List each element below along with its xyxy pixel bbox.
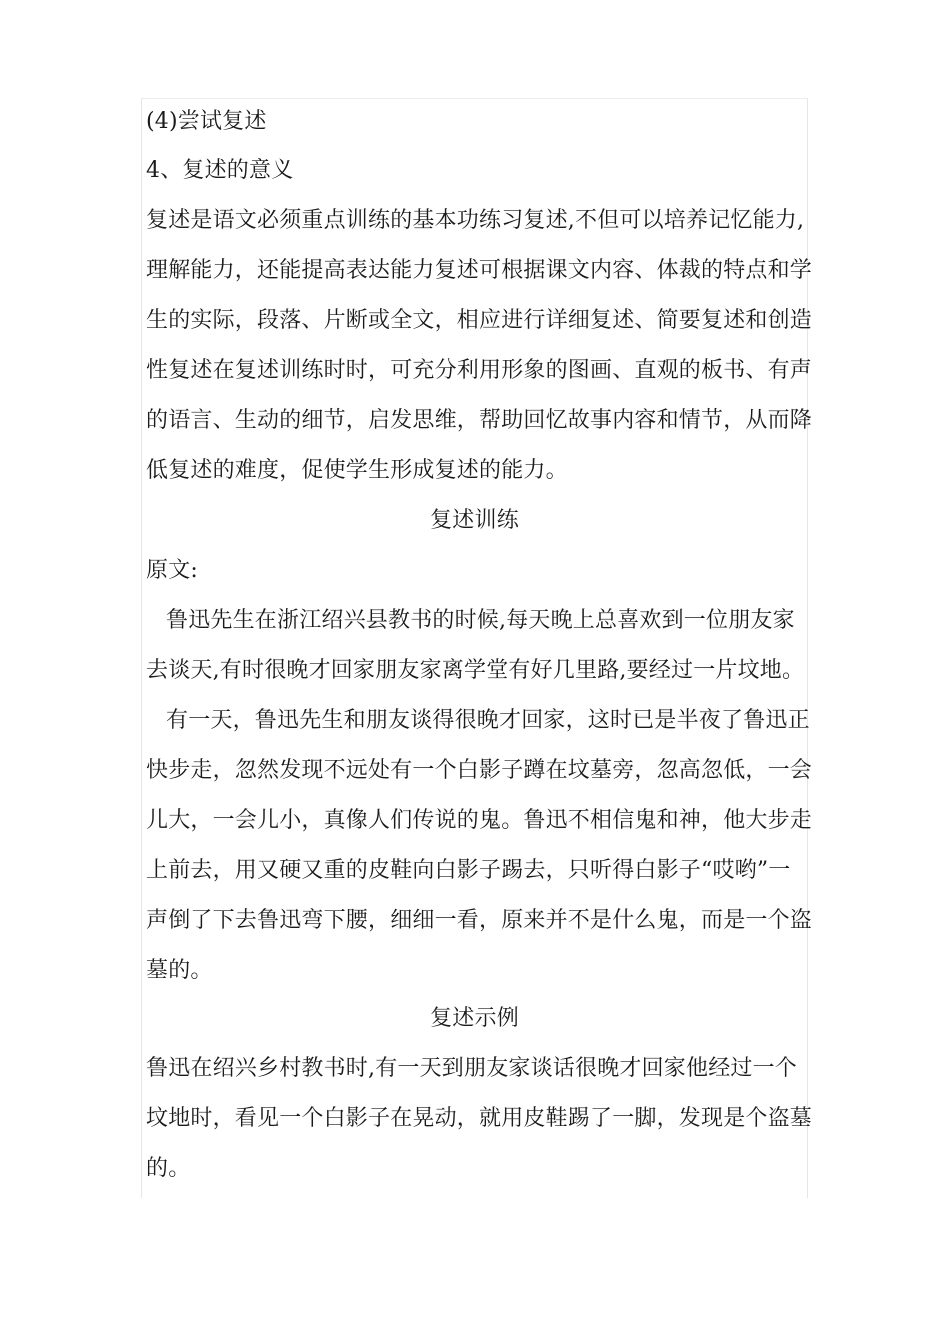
paragraph-line: 儿大，一会儿小，真像人们传说的鬼。鲁迅不相信鬼和神，他大步走 xyxy=(146,808,813,833)
paragraph-line: 性复述在复述训练时时，可充分利用形象的图画、直观的板书、有声 xyxy=(146,358,813,383)
paragraph-line: 声倒了下去鲁迅弯下腰，细细一看，原来并不是什么鬼，而是一个盗 xyxy=(146,908,813,933)
section-title-training: 复述训练 xyxy=(430,508,519,533)
paragraph-line: 有一天，鲁迅先生和朋友谈得很晚才回家，这时已是半夜了鲁迅正 xyxy=(166,708,810,733)
paragraph-line: 快步走，忽然发现不远处有一个白影子蹲在坟墓旁，忽高忽低，一会 xyxy=(146,758,813,783)
paragraph-line: 复述是语文必须重点训练的基本功练习复述,不但可以培养记忆能力, xyxy=(146,208,805,233)
paragraph-line: 的语言、生动的细节，启发思维，帮助回忆故事内容和情节，从而降 xyxy=(146,408,813,433)
paragraph-line: 生的实际，段落、片断或全文，相应进行详细复述、简要复述和创造 xyxy=(146,308,813,333)
paragraph-line: 鲁迅先生在浙江绍兴县教书的时候,每天晚上总喜欢到一位朋友家 xyxy=(166,608,795,633)
paragraph-line: 上前去，用又硬又重的皮鞋向白影子踢去，只听得白影子“哎哟”一 xyxy=(146,858,791,883)
paragraph-line: 去谈天,有时很晚才回家朋友家离学堂有好几里路,要经过一片坟地。 xyxy=(146,658,805,683)
original-label: 原文: xyxy=(146,558,199,583)
paragraph-line: 鲁迅在绍兴乡村教书时,有一天到朋友家谈话很晚才回家他经过一个 xyxy=(146,1056,797,1081)
paragraph-line: 理解能力，还能提高表达能力复述可根据课文内容、体裁的特点和学 xyxy=(146,258,813,283)
paragraph-line: 低复述的难度，促使学生形成复述的能力。 xyxy=(146,458,568,483)
section-title-example: 复述示例 xyxy=(430,1006,519,1031)
section-title-significance: 4、复述的意义 xyxy=(146,158,294,183)
subheading-attempt-retell: (4)尝试复述 xyxy=(146,109,267,134)
paragraph-line: 坟地时，看见一个白影子在晃动，就用皮鞋踢了一脚，发现是个盗墓 xyxy=(146,1106,813,1131)
paragraph-line: 的。 xyxy=(146,1156,191,1181)
paragraph-line: 墓的。 xyxy=(146,958,213,983)
